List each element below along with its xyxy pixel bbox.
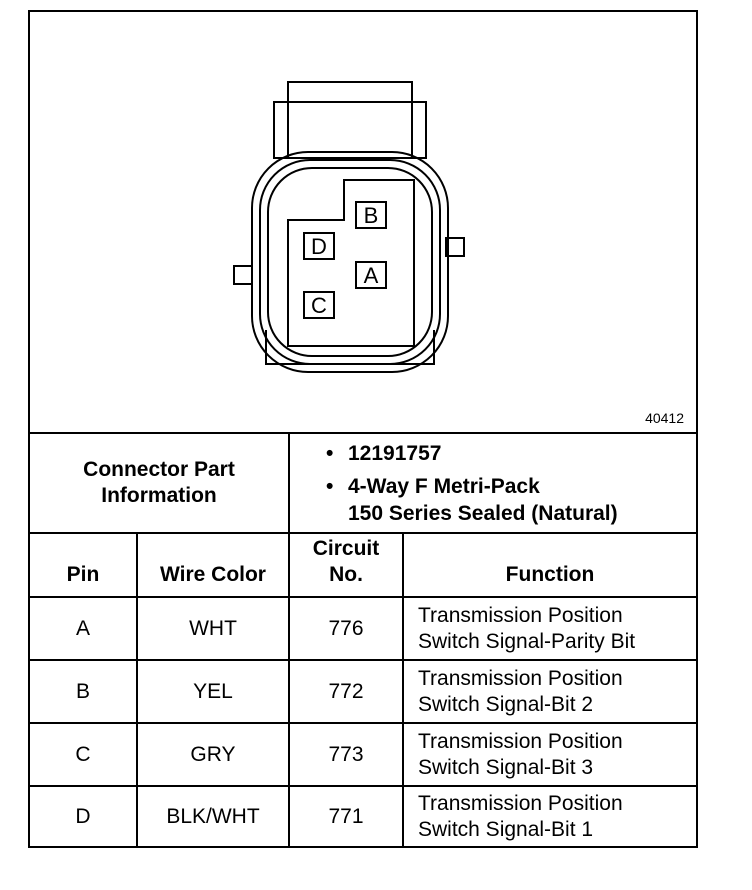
description-line1: 4-Way F Metri-Pack: [348, 475, 540, 498]
header-circuit: [290, 534, 402, 596]
row-b-circuit: 772: [328, 679, 364, 703]
pin-label-a: A: [363, 263, 379, 288]
connector-info-label-line2: Information: [101, 484, 217, 507]
connector-info-list: [326, 440, 618, 527]
row-b-pin: B: [75, 679, 90, 703]
header-wire-color: Wire Color: [160, 563, 266, 586]
connector-diagram: [30, 12, 696, 434]
row-d-pin: D: [75, 804, 91, 828]
row-b-function-line2: Switch Signal-Bit 2: [418, 692, 594, 716]
connector-info-label: [30, 434, 288, 532]
row-a-wire-color: WHT: [189, 616, 237, 640]
row-a-circuit: 776: [328, 616, 364, 640]
connector-sheet: [28, 10, 698, 848]
pin-label-b: B: [363, 203, 379, 228]
row-d-function: [404, 787, 696, 846]
row-c-function: [404, 724, 696, 785]
row-b-function: [404, 661, 696, 722]
row-d-circuit: 771: [328, 804, 364, 828]
pin-label-d: D: [311, 234, 327, 259]
row-d-function-line1: Transmission Position: [418, 791, 623, 815]
header-function: Function: [505, 563, 595, 586]
bullet: •: [326, 442, 334, 465]
description-line2: 150 Series Sealed (Natural): [348, 502, 618, 525]
row-a-function: [404, 598, 696, 659]
row-b-function-line1: Transmission Position: [418, 666, 623, 690]
part-number-item: [326, 440, 618, 467]
row-c-circuit: 773: [328, 742, 364, 766]
bullet: •: [326, 475, 334, 498]
connector-info-label-line1: Connector Part: [83, 458, 235, 481]
header-circuit-line1: Circuit: [312, 537, 380, 560]
description-item: [326, 473, 618, 527]
row-a-function-line1: Transmission Position: [418, 603, 623, 627]
row-a-pin: A: [75, 616, 90, 640]
row-b-wire-color: YEL: [193, 679, 233, 703]
row-a-function-line2: Switch Signal-Parity Bit: [418, 629, 636, 653]
row-c-function-line1: Transmission Position: [418, 729, 623, 753]
header-pin: Pin: [66, 563, 100, 586]
row-c-wire-color: GRY: [190, 742, 236, 766]
header-circuit-line2: No.: [329, 563, 363, 586]
row-d-function-line2: Switch Signal-Bit 1: [418, 817, 594, 841]
part-number: 12191757: [348, 442, 442, 465]
row-d-wire-color: BLK/WHT: [166, 804, 260, 828]
figure-id: 40412: [645, 410, 684, 426]
row-c-function-line2: Switch Signal-Bit 3: [418, 755, 594, 779]
row-c-pin: C: [75, 742, 91, 766]
pin-label-c: C: [311, 293, 327, 318]
